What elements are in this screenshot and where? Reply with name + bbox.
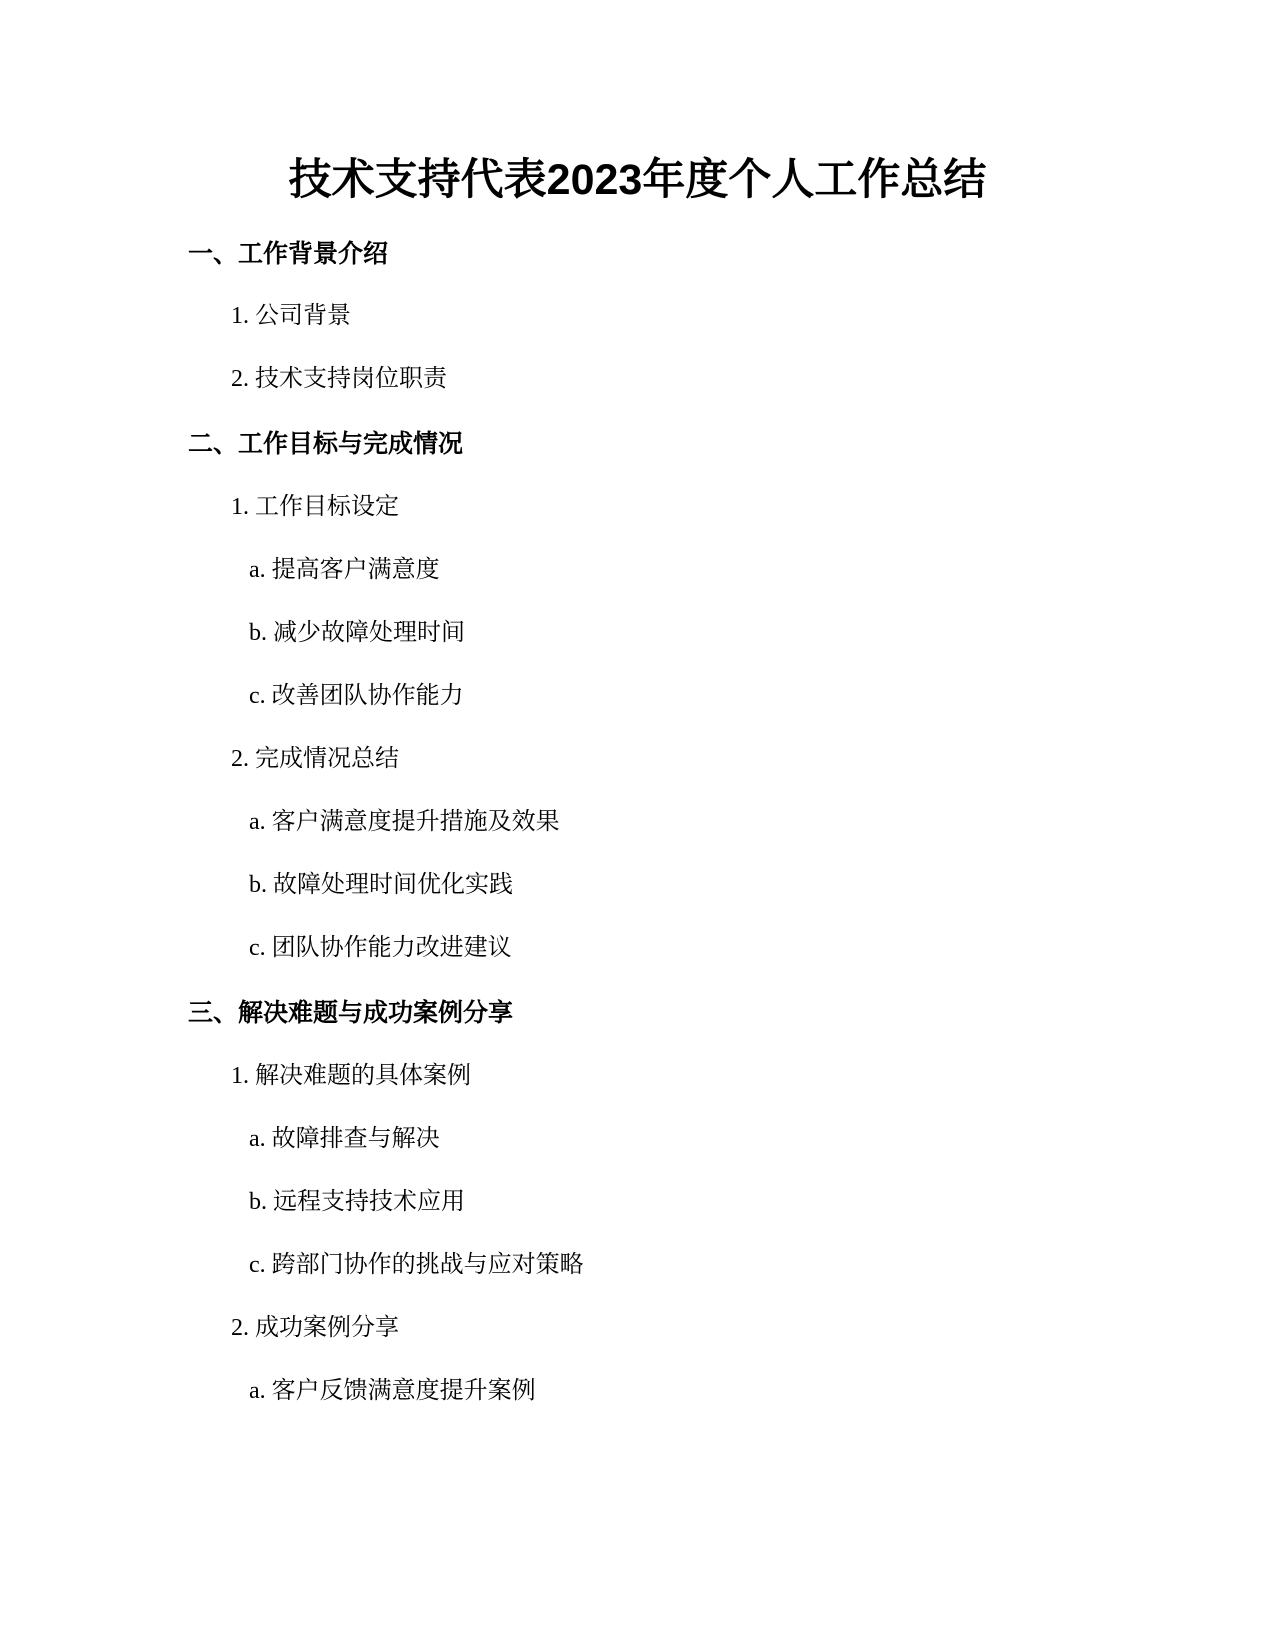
- section-heading-3: 三、解决难题与成功案例分享: [188, 999, 514, 1027]
- section-heading-2: 二、工作目标与完成情况: [188, 430, 464, 458]
- list-subitem: c. 改善团队协作能力: [249, 683, 464, 709]
- list-item: 2. 完成情况总结: [231, 746, 399, 772]
- list-subitem: b. 减少故障处理时间: [249, 620, 465, 646]
- list-subitem: a. 客户反馈满意度提升案例: [249, 1378, 536, 1404]
- list-item: 2. 成功案例分享: [231, 1315, 399, 1341]
- list-subitem: a. 客户满意度提升措施及效果: [249, 809, 560, 835]
- list-item: 1. 解决难题的具体案例: [231, 1063, 471, 1089]
- list-item: 2. 技术支持岗位职责: [231, 366, 447, 392]
- list-subitem: a. 故障排查与解决: [249, 1126, 440, 1152]
- section-heading-1: 一、工作背景介绍: [188, 240, 389, 268]
- list-subitem: b. 远程支持技术应用: [249, 1189, 465, 1215]
- list-item: 1. 公司背景: [231, 303, 351, 329]
- list-subitem: a. 提高客户满意度: [249, 557, 440, 583]
- document-title: 技术支持代表2023年度个人工作总结: [288, 156, 987, 204]
- list-subitem: c. 团队协作能力改进建议: [249, 935, 512, 961]
- list-item: 1. 工作目标设定: [231, 494, 399, 520]
- list-subitem: b. 故障处理时间优化实践: [249, 872, 513, 898]
- list-subitem: c. 跨部门协作的挑战与应对策略: [249, 1252, 584, 1278]
